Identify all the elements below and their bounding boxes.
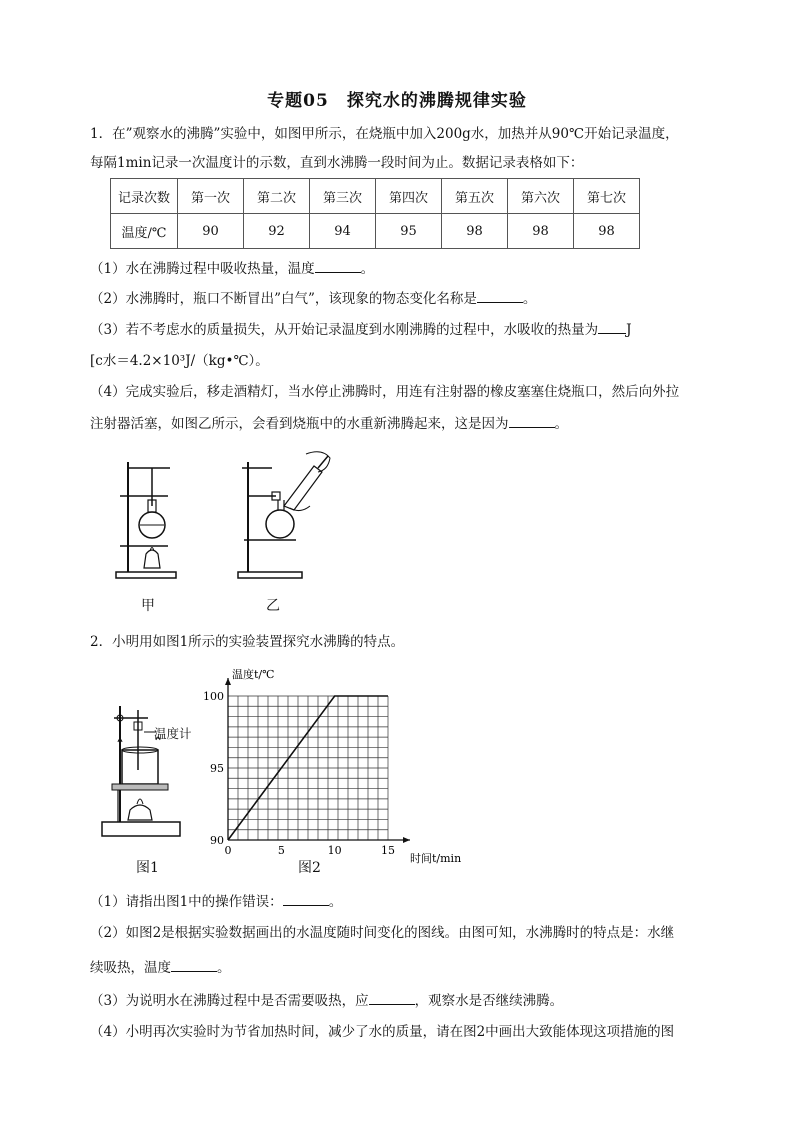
q1-part1-text: （1）水在沸腾过程中吸收热量，温度 [90, 261, 315, 277]
chart-y-axis-label: 温度t/℃ [232, 668, 275, 681]
apparatus-fig1 [100, 700, 200, 842]
q2-part1 [90, 891, 342, 912]
chart-x-tick-label: 5 [277, 844, 285, 857]
table-cell: 94 [310, 214, 376, 249]
chart-y-tick-label: 95 [210, 762, 224, 775]
figure-2-caption: 图2 [298, 860, 321, 876]
q2-part3-text: （3）为说明水在沸腾过程中是否需要吸热，应 [90, 993, 369, 1009]
table-cell: 98 [508, 214, 574, 249]
q2-part1-end: 。 [328, 894, 343, 910]
q1-part4-line2 [90, 413, 568, 434]
apparatus-a-figure [112, 458, 182, 583]
q1-part1-end: 。 [360, 261, 375, 277]
table-header-label: 记录次数 [111, 179, 178, 214]
table-cell: 第二次 [244, 179, 310, 214]
q1-intro-line1: 1．在”观察水的沸腾”实验中，如图甲所示，在烧瓶中加入200g水，加热并从90℃开始记录温度， [90, 126, 679, 142]
table-cell: 92 [244, 214, 310, 249]
q1-part2-text: （2）水沸腾时，瓶口不断冒出”白气”，该现象的物态变化名称是 [90, 291, 477, 307]
table-row [111, 179, 640, 214]
chart-y-axis-arrow [225, 678, 231, 685]
figure-b-caption: 乙 [266, 598, 280, 614]
table-cell: 第一次 [178, 179, 244, 214]
table-cell: 90 [178, 214, 244, 249]
temperature-time-chart [200, 660, 480, 870]
q2-intro: 2．小明用如图1所示的实验装置探究水沸腾的特点。 [90, 634, 405, 650]
table-cell: 98 [442, 214, 508, 249]
chart-y-tick-label: 100 [203, 690, 224, 703]
table-cell: 95 [376, 214, 442, 249]
answer-blank[interactable] [171, 957, 217, 972]
chart-x-tick-label: 0 [224, 844, 232, 857]
table-row [111, 214, 640, 249]
q1-part2-end: 。 [522, 291, 537, 307]
q2-part1-text: （1）请指出图1中的操作错误： [90, 894, 283, 910]
q1-intro-line2: 每隔1min记录一次温度计的示数，直到水沸腾一段时间为止。数据记录表格如下： [90, 155, 584, 171]
table-cell: 98 [574, 214, 640, 249]
answer-blank[interactable] [509, 413, 555, 428]
q1-part4-text: 注射器活塞，如图乙所示，会看到烧瓶中的水重新沸腾起来，这是因为 [90, 416, 509, 432]
q2-part4: （4）小明再次实验时为节省加热时间，减少了水的质量，请在图2中画出大致能体现这项措施的图 [90, 1024, 675, 1040]
q2-part2-end: 。 [217, 960, 231, 976]
chart-x-tick-label: 10 [327, 844, 342, 857]
page-title: 专题05 探究水的沸腾规律实验 [267, 91, 527, 111]
q1-part4-line1: （4）完成实验后，移走酒精灯，当水停止沸腾时，用连有注射器的橡皮塞塞住烧瓶口，然后向外拉 [90, 384, 680, 400]
figure-1-caption: 图1 [136, 860, 159, 876]
chart-x-tick-label: 15 [381, 844, 395, 857]
chart-y-tick-label: 90 [210, 834, 224, 847]
table-row-label: 温度/℃ [111, 214, 178, 249]
q1-part1 [90, 258, 374, 279]
table-cell: 第五次 [442, 179, 508, 214]
answer-blank[interactable] [315, 258, 361, 273]
q2-part2-line1: （2）如图2是根据实验数据画出的水温度随时间变化的图线。由图可知，水沸腾时的特点是：水继 [90, 925, 675, 941]
record-table [110, 178, 640, 249]
answer-blank[interactable] [369, 990, 415, 1005]
apparatus-b-figure [232, 448, 342, 583]
answer-blank[interactable] [598, 319, 626, 334]
answer-blank[interactable] [477, 288, 523, 303]
q2-part2-line2 [90, 957, 231, 978]
q1-part3 [90, 319, 632, 340]
thermometer-label: 温度计 [154, 726, 192, 741]
table-cell: 第三次 [310, 179, 376, 214]
figure-a-caption: 甲 [141, 598, 155, 614]
q2-part2-text: 续吸热，温度 [90, 960, 171, 976]
answer-blank[interactable] [283, 891, 329, 906]
q1-part3-unit: J [626, 322, 632, 338]
q2-part3-end: ，观察水是否继续沸腾。 [414, 993, 564, 1009]
chart-x-axis-label: 时间t/min [410, 852, 462, 865]
q2-part3 [90, 990, 563, 1011]
table-cell: 第六次 [508, 179, 574, 214]
table-cell: 第四次 [376, 179, 442, 214]
q1-part2 [90, 288, 536, 309]
q1-part3-text: （3）若不考虑水的质量损失，从开始记录温度到水刚沸腾的过程中，水吸收的热量为 [90, 322, 599, 338]
q1-part4-end: 。 [554, 416, 568, 432]
table-cell: 第七次 [574, 179, 640, 214]
q1-part3-formula: [c水＝4.2×10³J/（kg•℃）。 [90, 353, 269, 369]
chart-x-axis-arrow [403, 837, 410, 843]
